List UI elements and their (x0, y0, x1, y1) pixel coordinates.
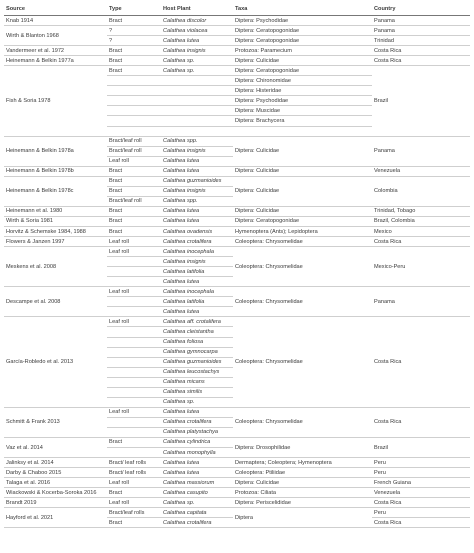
table-row (4, 247, 470, 257)
source-cell: Knab 1914 (4, 16, 107, 26)
type-cell (107, 116, 161, 126)
country-cell: Brazil (372, 437, 470, 457)
source-cell: Flowers & Janzen 1997 (4, 237, 107, 247)
country-cell: Brazil, Colombia (372, 216, 470, 226)
source-cell: Wiackowski & Kocerba-Soroka 2016 (4, 488, 107, 498)
type-cell: Bract/ leaf rolls (107, 458, 161, 468)
type-cell (107, 357, 161, 367)
type-cell (107, 347, 161, 357)
country-cell: Costa Rica (372, 407, 470, 437)
country-cell: Trinidad, Tobago (372, 206, 470, 216)
host-plant-cell: Calathea ovadensis (161, 226, 233, 236)
host-plant-cell: Calathea insignis (161, 146, 233, 156)
type-cell: ? (107, 36, 161, 46)
host-plant-cell: Calathea insignis (161, 257, 233, 267)
header-type: Type (107, 4, 161, 16)
host-plant-cell: Calathea sp. (161, 66, 233, 76)
type-cell (107, 307, 161, 317)
source-cell: Talaga et al. 2016 (4, 478, 107, 488)
host-plant-cell: Calathea sp. (161, 397, 233, 407)
host-plant-cell: Calathea aff. crotalifera (161, 317, 233, 327)
type-cell (107, 397, 161, 407)
type-cell: Leaf roll (107, 407, 161, 417)
host-plant-cell: Calathea crotalifera (161, 417, 233, 427)
type-cell: Bract (107, 518, 161, 528)
type-cell (107, 96, 161, 106)
type-cell (107, 277, 161, 287)
country-cell: Trinidad (372, 36, 470, 46)
type-cell: Bract (107, 206, 161, 216)
header-row (4, 4, 470, 16)
country-cell: Costa Rica (372, 237, 470, 247)
taxa-cell: Protozoa: Paramecium (233, 46, 372, 56)
host-plant-cell (161, 106, 233, 116)
table-row (4, 468, 470, 478)
type-cell (107, 427, 161, 437)
table-row (4, 488, 470, 498)
host-plant-cell: Calathea crotalifera (161, 518, 233, 528)
taxa-cell: Diptera (233, 508, 372, 528)
host-plant-cell: Calathea lutea (161, 166, 233, 176)
table-row (4, 206, 470, 216)
type-cell (107, 367, 161, 377)
taxa-cell: Protozoa: Ciliata (233, 488, 372, 498)
host-plant-cell: Calathea casupito (161, 488, 233, 498)
host-plant-cell (161, 76, 233, 86)
host-plant-cell (161, 116, 233, 126)
host-plant-cell: Calathea lutea (161, 307, 233, 317)
country-cell: Costa Rica (372, 56, 470, 66)
taxa-cell: Coleoptera: Chrysomelidae (233, 407, 372, 437)
type-cell: Leaf roll (107, 156, 161, 166)
taxa-cell: Coleoptera: Chrysomelidae (233, 237, 372, 247)
host-plant-cell: Calathea insignis (161, 186, 233, 196)
type-cell: Bract (107, 176, 161, 186)
source-cell: Heinemann & Belkin 1978b (4, 166, 107, 176)
taxa-cell: Diptera: Culicidae (233, 56, 372, 66)
type-cell: Bract (107, 46, 161, 56)
taxa-cell: Coleoptera: Chrysomelidae (233, 317, 372, 407)
country-cell: Brazil (372, 66, 470, 136)
country-cell: Costa Rica (372, 498, 470, 508)
type-cell (107, 257, 161, 267)
source-cell: Hayford et al. 2021 (4, 508, 107, 528)
table-row (4, 56, 470, 66)
type-cell: Bract (107, 226, 161, 236)
host-plant-cell (161, 96, 233, 106)
header-taxa: Taxa (233, 4, 372, 16)
host-plant-cell: Calathea guzmanioides (161, 357, 233, 367)
host-plant-cell (161, 126, 233, 136)
taxa-cell: Diptera: Culicidae (233, 206, 372, 216)
host-plant-cell: Calathea latifolia (161, 267, 233, 277)
taxa-cell: Diptera: Ceratopogonidae (233, 216, 372, 226)
table-row (4, 437, 470, 447)
type-cell: Bract (107, 216, 161, 226)
host-plant-cell: Calathea capitata (161, 508, 233, 518)
country-cell: Panama (372, 26, 470, 36)
taxa-cell: Diptera: Culicidae (233, 176, 372, 206)
type-cell (107, 327, 161, 337)
type-cell: Bract (107, 437, 161, 447)
host-plant-cell: Calathea lutea (161, 277, 233, 287)
country-cell: Colombia (372, 176, 470, 206)
taxa-cell: Coleoptera: Chrysomelidae (233, 247, 372, 287)
source-cell: Heinemann & Belkin 1978c (4, 176, 107, 206)
source-cell: Brandt 2019 (4, 498, 107, 508)
host-plant-cell: Calathea insignis (161, 46, 233, 56)
host-plant-cell: Calathea platystachya (161, 427, 233, 437)
country-cell: Costa Rica (372, 317, 470, 407)
source-cell: Meskens et al. 2008 (4, 247, 107, 287)
taxa-cell: Diptera: Ceratopogonidae (233, 26, 372, 36)
host-plant-cell: Calathea micans (161, 377, 233, 387)
table-row (4, 216, 470, 226)
table-row (4, 66, 470, 76)
host-plant-cell: Calathea violacea (161, 26, 233, 36)
country-cell: Venezuela (372, 488, 470, 498)
type-cell: Bract/leaf roll (107, 136, 161, 146)
type-cell: Bract (107, 166, 161, 176)
taxa-cell: Diptera: Histeridae (233, 86, 372, 96)
type-cell: Bract (107, 488, 161, 498)
table-row (4, 407, 470, 417)
type-cell (107, 377, 161, 387)
taxa-cell: Diptera: Brachycera (233, 116, 372, 126)
type-cell (107, 267, 161, 277)
type-cell: Bract (107, 186, 161, 196)
source-cell: Wirth & Soria 1981 (4, 216, 107, 226)
type-cell (107, 76, 161, 86)
type-cell (107, 417, 161, 427)
country-cell: Costa Rica (372, 518, 470, 528)
source-cell: Vandermeer et al. 1972 (4, 46, 107, 56)
source-cell: Heinemann & Belkin 1977a (4, 56, 107, 66)
type-cell: Leaf roll (107, 478, 161, 488)
host-plant-cell: Calathea crotalifera (161, 237, 233, 247)
host-plant-cell: Calathea lutea (161, 407, 233, 417)
host-plant-cell: Calathea sp. (161, 56, 233, 66)
table-body (4, 16, 470, 528)
host-plant-cell: Calathea monophylla (161, 448, 233, 458)
host-plant-cell: Calathea cleistantha (161, 327, 233, 337)
country-cell: French Guiana (372, 478, 470, 488)
taxa-cell: Coleoptera: Chrysomelidae (233, 287, 372, 317)
host-plant-cell: Calathea lutea (161, 216, 233, 226)
taxa-cell: Diptera: Culicidae (233, 166, 372, 176)
type-cell: Leaf roll (107, 237, 161, 247)
host-plant-cell (161, 86, 233, 96)
header-country: Country (372, 4, 470, 16)
source-cell: Fish & Soria 1978 (4, 66, 107, 136)
taxa-cell: Diptera: Psychodidae (233, 96, 372, 106)
type-cell: Bract/leaf roll (107, 196, 161, 206)
type-cell (107, 106, 161, 116)
type-cell: Bract (107, 66, 161, 76)
table-row (4, 508, 470, 518)
taxa-cell: Diptera: Ceratopogonidae (233, 36, 372, 46)
host-plant-cell: Calathea lutea (161, 206, 233, 216)
table-row (4, 458, 470, 468)
type-cell: Bract (107, 16, 161, 26)
country-cell: Costa Rica (372, 46, 470, 56)
type-cell: Leaf roll (107, 317, 161, 327)
table-row (4, 136, 470, 146)
type-cell: Leaf roll (107, 498, 161, 508)
type-cell: Bract/ leaf rolls (107, 468, 161, 478)
host-plant-cell: Calathea gymnocarpa (161, 347, 233, 357)
taxa-cell: Diptera: Drosophilidae (233, 437, 372, 457)
host-plant-cell: Calathea spp. (161, 196, 233, 206)
host-plant-cell: Calathea massiorum (161, 478, 233, 488)
country-cell: Peru (372, 468, 470, 478)
table-row (4, 16, 470, 26)
taxa-cell: Diptera: Chironomidae (233, 76, 372, 86)
host-plant-cell: Calathea sp. (161, 498, 233, 508)
host-plant-cell: Calathea lutea (161, 156, 233, 166)
table-row (4, 46, 470, 56)
taxa-cell: Diptera: Ceratopogonidae (233, 66, 372, 76)
taxa-cell: Diptera: Psychodidae (233, 16, 372, 26)
type-cell (107, 448, 161, 458)
table-row (4, 26, 470, 36)
host-plant-cell: Calathea spp. (161, 136, 233, 146)
type-cell (107, 387, 161, 397)
country-cell: Venezuela (372, 166, 470, 176)
table-row (4, 226, 470, 236)
country-cell: Mexico-Peru (372, 247, 470, 287)
table-row (4, 166, 470, 176)
taxa-cell: Diptera: Periscelididae (233, 498, 372, 508)
table-row (4, 237, 470, 247)
host-plant-cell: Calathea inocephala (161, 287, 233, 297)
taxa-cell (233, 126, 372, 136)
source-cell: Horvitz & Schemske 1984, 1988 (4, 226, 107, 236)
host-plant-cell: Calathea inocephala (161, 247, 233, 257)
table-row (4, 287, 470, 297)
source-cell: García-Robledo et al. 2013 (4, 317, 107, 407)
type-cell (107, 126, 161, 136)
type-cell: Bract (107, 56, 161, 66)
source-cell: Heinemann et al. 1980 (4, 206, 107, 216)
taxa-cell: Diptera: Culicidae (233, 478, 372, 488)
host-plant-cell: Calathea leucostachys (161, 367, 233, 377)
table-row (4, 176, 470, 186)
type-cell: ? (107, 26, 161, 36)
country-cell: Panama (372, 287, 470, 317)
table-row (4, 498, 470, 508)
type-cell: Leaf roll (107, 247, 161, 257)
table-row (4, 317, 470, 327)
type-cell (107, 297, 161, 307)
table-row (4, 478, 470, 488)
country-cell: Mexico (372, 226, 470, 236)
source-cell: Vaz et al. 2014 (4, 437, 107, 457)
country-cell: Peru (372, 508, 470, 518)
country-cell: Panama (372, 16, 470, 26)
taxa-cell: Dermaptera; Coleoptera; Hymenoptera (233, 458, 372, 468)
header-host-plant: Host Plant (161, 4, 233, 16)
type-cell: Bract/leaf roll (107, 146, 161, 156)
type-cell: Leaf roll (107, 287, 161, 297)
source-cell: Schmitt & Frank 2013 (4, 407, 107, 437)
host-plant-cell: Calathea lutea (161, 468, 233, 478)
header-source: Source (4, 4, 107, 16)
host-plant-cell: Calathea cylindrica (161, 437, 233, 447)
host-plant-cell: Calathea lutea (161, 36, 233, 46)
source-cell: Darby & Chaboo 2015 (4, 468, 107, 478)
host-plant-cell: Calathea foliosa (161, 337, 233, 347)
type-cell: Bract/leaf rolls (107, 508, 161, 518)
taxa-cell: Hymenoptera (Ants); Lepidoptera (233, 226, 372, 236)
host-plant-cell: Calathea lutea (161, 458, 233, 468)
type-cell (107, 86, 161, 96)
references-table (4, 4, 470, 528)
host-plant-cell: Calathea discolor (161, 16, 233, 26)
source-cell: Heinemann & Belkin 1978a (4, 136, 107, 166)
country-cell: Panama (372, 136, 470, 166)
source-cell: Jalinksy et al. 2014 (4, 458, 107, 468)
source-cell: Descampe et al. 2008 (4, 287, 107, 317)
host-plant-cell: Calathea similis (161, 387, 233, 397)
taxa-cell: Diptera: Culicidae (233, 136, 372, 166)
country-cell: Peru (372, 458, 470, 468)
source-cell: Wirth & Blanton 1968 (4, 26, 107, 46)
taxa-cell: Coleoptera: Ptiliidae (233, 468, 372, 478)
host-plant-cell: Calathea latifolia (161, 297, 233, 307)
type-cell (107, 337, 161, 347)
taxa-cell: Diptera: Muscidae (233, 106, 372, 116)
host-plant-cell: Calathea guzmanioides (161, 176, 233, 186)
